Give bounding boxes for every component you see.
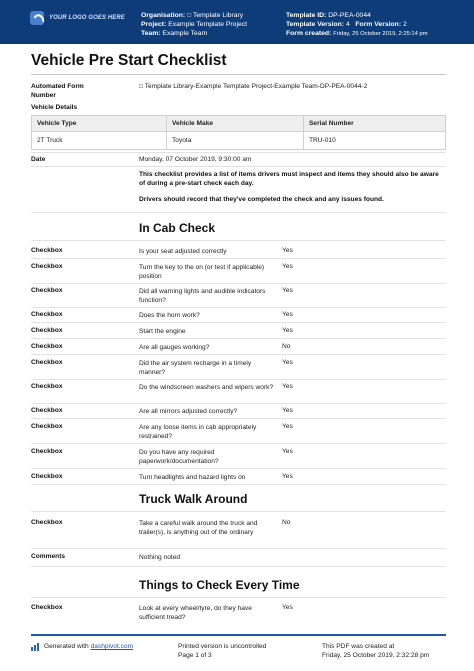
template-id-value: DP-PEA-0044 bbox=[328, 12, 371, 19]
row-question: Did the air system recharge in a timely manner? bbox=[139, 360, 252, 376]
date-label: Date bbox=[31, 156, 46, 163]
automated-form-number-label-line1: Automated Form bbox=[31, 83, 84, 90]
row-answer: Yes bbox=[282, 407, 293, 414]
row-label: Checkbox bbox=[31, 448, 63, 455]
row-question: Look at every wheel/tyre, do they have sufficient tread? bbox=[139, 605, 252, 621]
section-title-truck-walk-around: Truck Walk Around bbox=[139, 492, 248, 506]
template-id-label: Template ID: bbox=[286, 12, 327, 19]
divider bbox=[31, 354, 446, 355]
vehicle-details-label: Vehicle Details bbox=[31, 104, 78, 111]
footer-generated bbox=[44, 642, 133, 651]
dashpivot-bar-chart-icon bbox=[31, 643, 40, 651]
row-label: Checkbox bbox=[31, 359, 63, 366]
divider bbox=[31, 283, 446, 284]
row-label: Checkbox bbox=[31, 604, 63, 611]
row-answer: Yes bbox=[282, 383, 293, 390]
row-question: Are all mirrors adjusted correctly? bbox=[139, 408, 238, 415]
date-value: Monday, 07 October 2019, 9:30:00 am bbox=[139, 156, 252, 163]
divider bbox=[31, 511, 446, 512]
row-answer: Yes bbox=[282, 604, 293, 611]
row-question: Do you have any required paperwork/documentation? bbox=[139, 449, 219, 465]
row-label: Checkbox bbox=[31, 383, 63, 390]
title-divider bbox=[31, 74, 446, 75]
footer-page-number: Page 1 of 3 bbox=[178, 652, 212, 659]
automated-form-number-label bbox=[31, 82, 84, 100]
form-version-value: 2 bbox=[402, 21, 407, 28]
divider bbox=[31, 338, 446, 339]
organisation-label: Organisation: bbox=[141, 12, 186, 19]
row-question: Take a careful walk around the truck and trailer(s), is anything out of the ordinary bbox=[139, 520, 258, 536]
section-title-things-to-check: Things to Check Every Time bbox=[139, 578, 300, 592]
intro-text: This checklist provides a list of items drivers must inspect and items they should also be aware of during a pre-start check each day. bbox=[139, 171, 439, 187]
header-meta-left bbox=[141, 11, 247, 38]
row-label: Checkbox bbox=[31, 311, 63, 318]
row-answer: Yes bbox=[282, 311, 293, 318]
table-header-row bbox=[32, 116, 446, 132]
row-label: Checkbox bbox=[31, 423, 63, 430]
divider bbox=[31, 566, 446, 567]
row-question: Did all warning lights and audible indicators function? bbox=[139, 288, 266, 304]
row-label: Checkbox bbox=[31, 287, 63, 294]
row-question: Turn the key to the on (or test if applicable) position bbox=[139, 264, 265, 280]
document-header bbox=[0, 0, 474, 44]
footer-printed bbox=[178, 642, 266, 660]
row-label: Checkbox bbox=[31, 327, 63, 334]
divider bbox=[31, 379, 446, 380]
template-version-label: Template Version: bbox=[286, 21, 345, 28]
form-created-label: Form created: bbox=[286, 30, 332, 37]
row-answer: Yes bbox=[282, 327, 293, 334]
logo-icon bbox=[30, 11, 44, 25]
row-answer: Yes bbox=[282, 359, 293, 366]
divider bbox=[31, 258, 446, 259]
divider bbox=[31, 597, 446, 598]
divider bbox=[31, 443, 446, 444]
logo-text: YOUR LOGO GOES HERE bbox=[49, 15, 125, 21]
row-label: Checkbox bbox=[31, 343, 63, 350]
row-label: Checkbox bbox=[31, 407, 63, 414]
divider bbox=[31, 307, 446, 308]
row-label: Checkbox bbox=[31, 263, 63, 270]
company-logo bbox=[30, 11, 125, 25]
automated-form-number-label-line2: Number bbox=[31, 92, 56, 99]
vehicle-details-table bbox=[31, 115, 446, 150]
serial-number-cell: TRU-010 bbox=[304, 132, 446, 150]
row-question: Turn headlights and hazard lights on bbox=[139, 474, 246, 481]
organisation-value: □ Template Library bbox=[187, 12, 244, 19]
table-row bbox=[32, 132, 446, 150]
vehicle-type-cell: 2T Truck bbox=[32, 132, 167, 150]
section-title-in-cab-check: In Cab Check bbox=[139, 221, 216, 235]
divider bbox=[31, 322, 446, 323]
divider bbox=[31, 240, 446, 241]
row-question: Are any loose items in cab appropriately restrained? bbox=[139, 424, 257, 440]
comments-value: Nothing noted bbox=[139, 554, 181, 561]
row-question: Does the horn work? bbox=[139, 312, 200, 319]
team-label: Team: bbox=[141, 30, 161, 37]
divider bbox=[31, 418, 446, 419]
row-answer: No bbox=[282, 343, 291, 350]
intro-text-drivers: Drivers should record that they've completed the check and any issues found. bbox=[139, 196, 384, 203]
row-answer: Yes bbox=[282, 423, 293, 430]
row-question: Is your seat adjusted correctly bbox=[139, 248, 227, 255]
project-label: Project: bbox=[141, 21, 167, 28]
row-answer: No bbox=[282, 519, 291, 526]
team-value: Example Team bbox=[162, 30, 208, 37]
row-answer: Yes bbox=[282, 473, 293, 480]
divider bbox=[31, 212, 446, 213]
row-answer: Yes bbox=[282, 247, 293, 254]
footer-uncontrolled-text: Printed version is uncontrolled bbox=[178, 643, 267, 650]
page-title: Vehicle Pre Start Checklist bbox=[31, 52, 227, 69]
divider bbox=[31, 468, 446, 469]
row-question: Are all gauges working? bbox=[139, 344, 210, 351]
divider bbox=[31, 484, 446, 485]
row-label: Checkbox bbox=[31, 519, 63, 526]
footer-divider bbox=[31, 634, 446, 636]
divider bbox=[31, 548, 446, 549]
row-answer: Yes bbox=[282, 287, 293, 294]
row-label: Checkbox bbox=[31, 247, 63, 254]
row-question: Do the windscreen washers and wipers work? bbox=[139, 384, 274, 391]
column-header-vehicle-type: Vehicle Type bbox=[32, 116, 167, 132]
footer-created-date: Friday, 25 October 2019, 2:32:28 pm bbox=[322, 652, 430, 659]
comments-label: Comments bbox=[31, 553, 66, 560]
automated-form-number-value: □ Template Library-Example Template Project-Example Team-DP-PEA-0044-2 bbox=[139, 83, 368, 90]
form-version-label: Form Version: bbox=[355, 21, 402, 28]
row-answer: Yes bbox=[282, 448, 293, 455]
form-created-value: Friday, 25 October 2019, 2:25:14 pm bbox=[333, 31, 428, 37]
dashpivot-link[interactable]: dashpivot.com bbox=[90, 643, 134, 650]
divider bbox=[31, 152, 446, 153]
row-answer: Yes bbox=[282, 263, 293, 270]
row-question: Start the engine bbox=[139, 328, 186, 335]
template-version-value: 4 bbox=[345, 21, 350, 28]
header-meta-right bbox=[286, 11, 428, 39]
project-value: Example Template Project bbox=[168, 21, 248, 28]
divider bbox=[31, 166, 446, 167]
footer-created-label: This PDF was created at bbox=[322, 643, 395, 650]
column-header-serial-number: Serial Number bbox=[304, 116, 446, 132]
vehicle-make-cell: Toyota bbox=[167, 132, 304, 150]
divider bbox=[31, 403, 446, 404]
column-header-vehicle-make: Vehicle Make bbox=[167, 116, 304, 132]
footer-generated-prefix: Generated with bbox=[44, 643, 89, 650]
row-label: Checkbox bbox=[31, 473, 63, 480]
footer-created bbox=[322, 642, 429, 660]
